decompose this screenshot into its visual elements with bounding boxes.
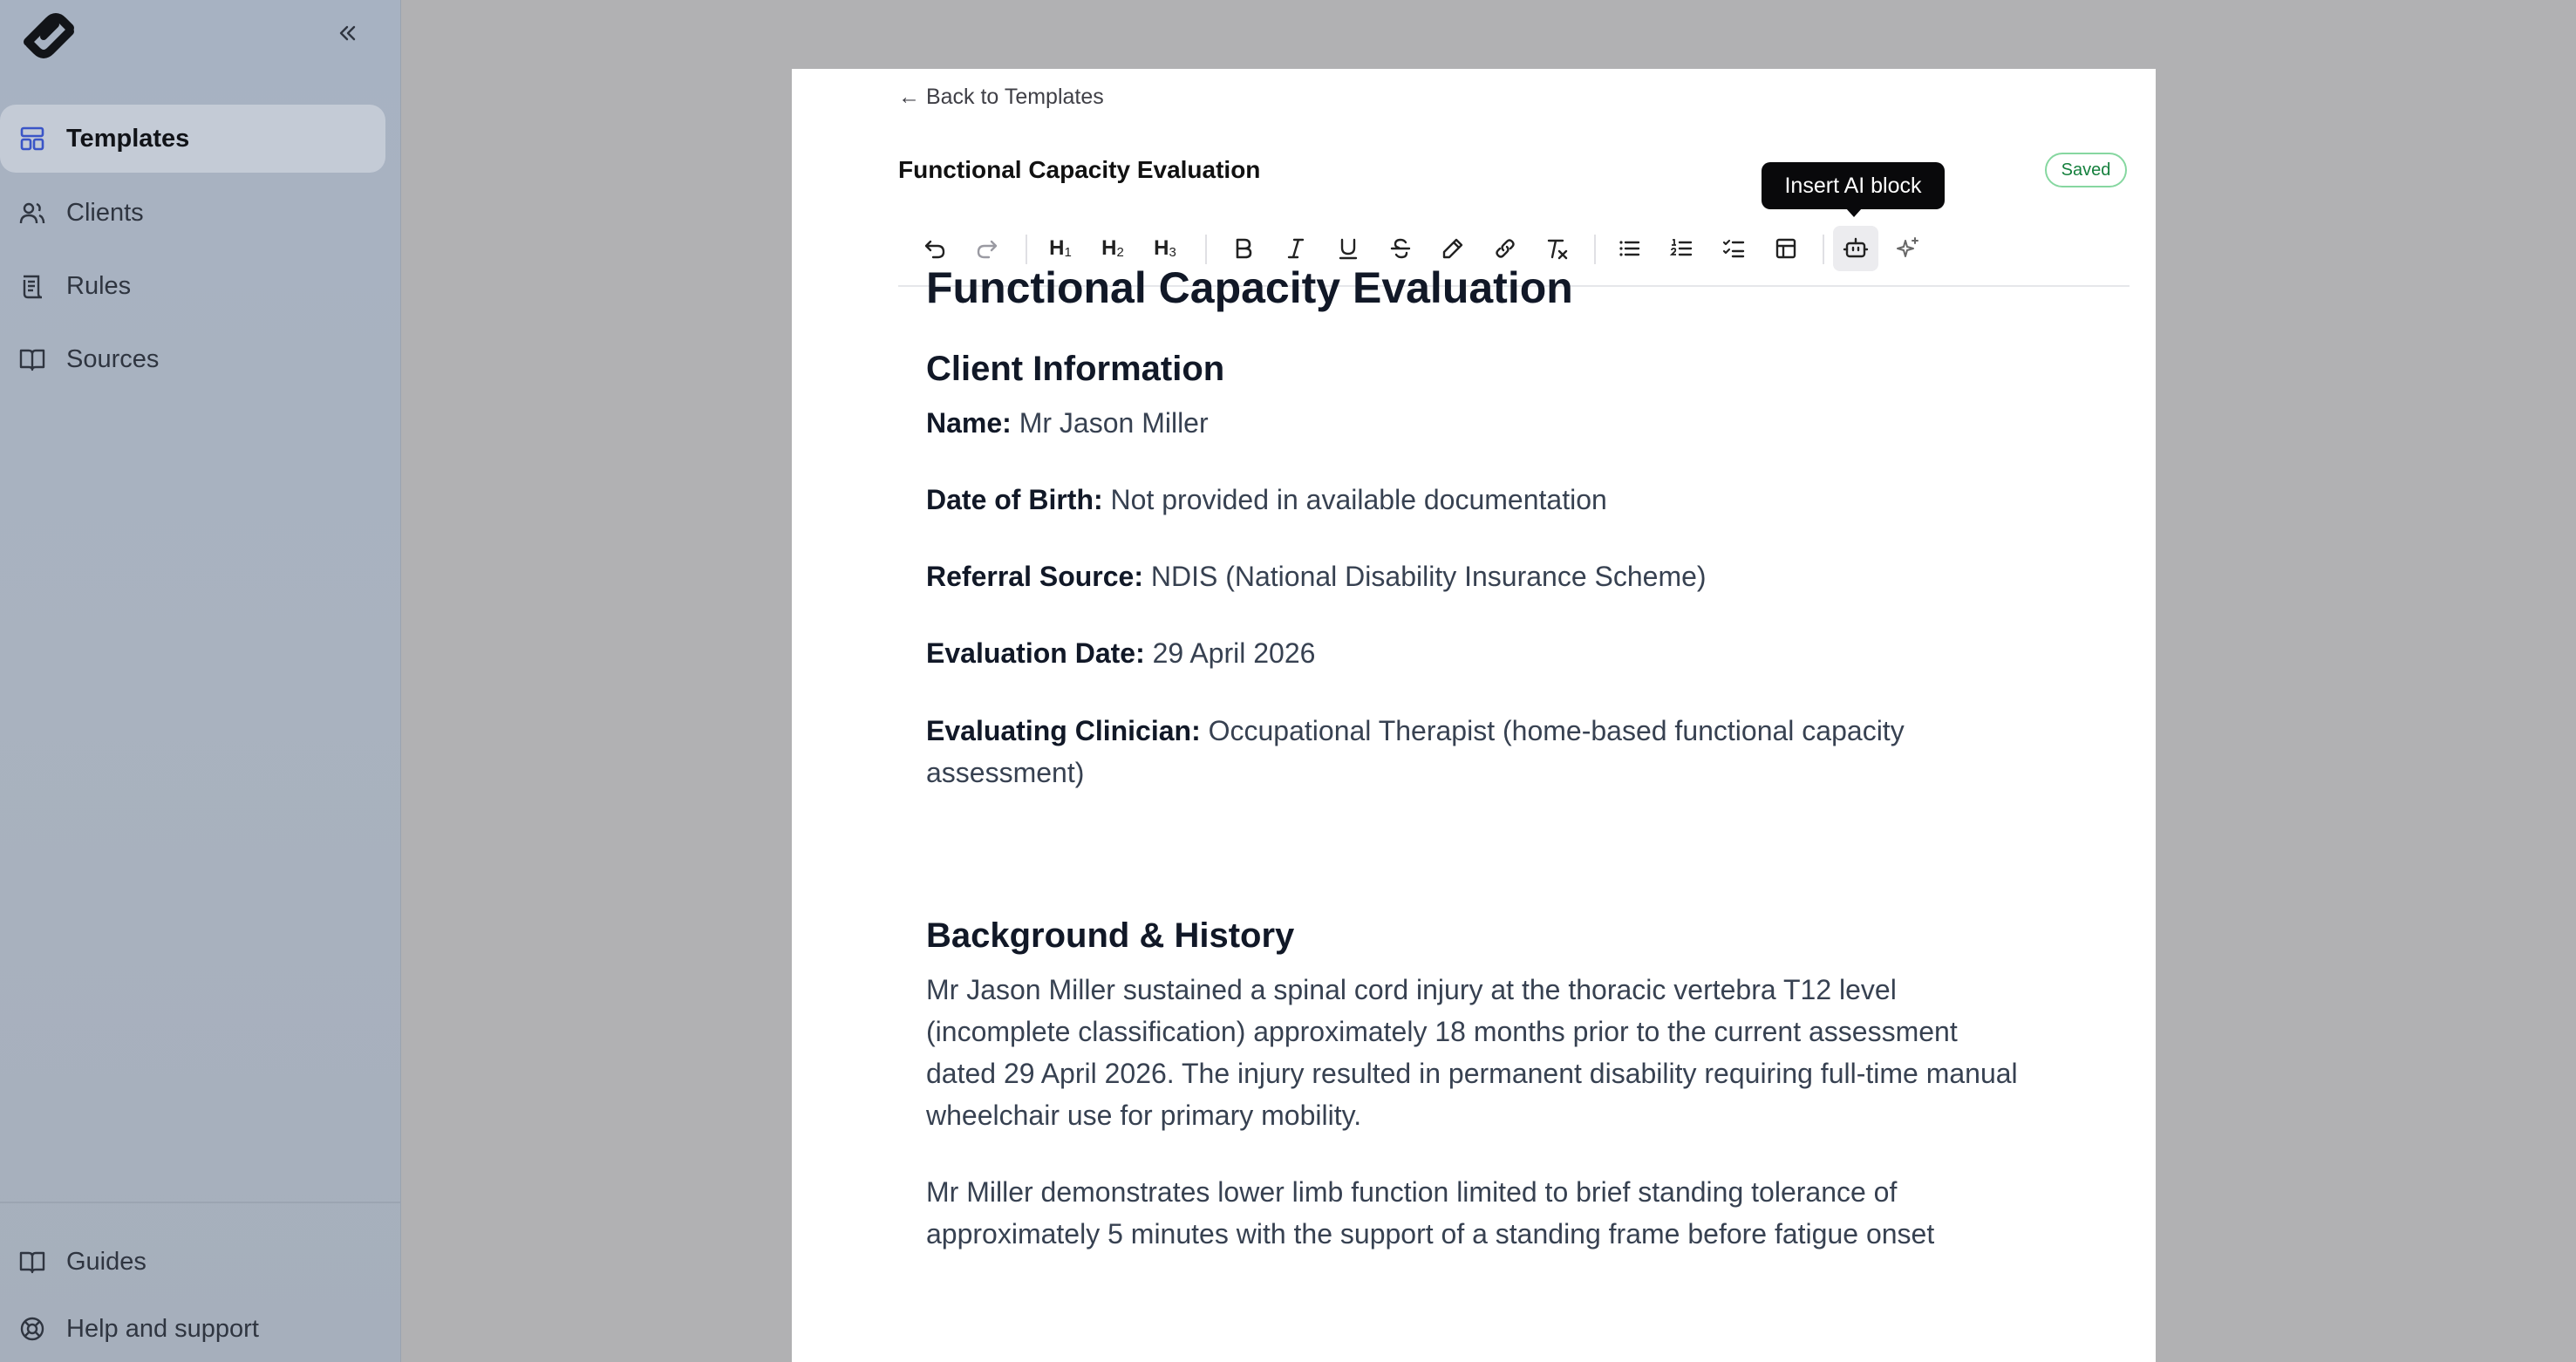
list-checks-icon xyxy=(1721,236,1746,261)
status-badge: Saved xyxy=(2045,153,2127,187)
strikethrough-icon xyxy=(1388,236,1413,261)
editor-card xyxy=(792,69,2156,1362)
sidebar-item-help[interactable] xyxy=(0,1295,385,1362)
back-to-templates-link[interactable]: ← Back to Templates xyxy=(898,85,1104,109)
sidebar-item-label: Guides xyxy=(66,1247,147,1276)
bold-icon xyxy=(1231,236,1256,261)
tooltip: Insert AI block xyxy=(1762,162,1945,209)
book-open-icon xyxy=(17,1247,47,1277)
redo-icon xyxy=(975,236,999,261)
field-date-of-birth: Date of Birth: Not provided in available documentation xyxy=(926,484,1607,515)
users-icon xyxy=(17,198,47,228)
heading-2-button[interactable]: $H_2$ xyxy=(1101,236,1124,260)
sidebar xyxy=(0,0,401,1362)
sidebar-item-sources[interactable] xyxy=(0,325,385,393)
document-heading: Functional Capacity Evaluation xyxy=(926,263,1573,312)
sidebar-item-guides[interactable] xyxy=(0,1228,385,1296)
sidebar-item-label: Templates xyxy=(66,124,190,153)
sidebar-item-label: Sources xyxy=(66,344,160,373)
paragraph: Mr Miller demonstrates lower limb function limited to brief standing tolerance of approximately 5 minutes with the support of a standing frame before fatigue onset xyxy=(926,1176,1935,1250)
remove-formatting-icon xyxy=(1545,236,1570,261)
field-evaluation-date: Evaluation Date: 29 April 2026 xyxy=(926,637,1316,669)
app-logo[interactable] xyxy=(10,5,89,68)
sidebar-item-label: Help and support xyxy=(66,1314,259,1343)
field-evaluating-clinician: Evaluating Clinician: Occupational Therapist (home-based functional capacity assessment) xyxy=(926,715,1905,788)
section-heading-background: Background & History xyxy=(926,916,1295,955)
heading-3-button[interactable]: $H_3$ xyxy=(1154,236,1176,260)
life-buoy-icon xyxy=(17,1314,47,1344)
sidebar-item-templates[interactable] xyxy=(0,105,385,173)
scroll-icon xyxy=(17,271,47,301)
sidebar-item-label: Clients xyxy=(66,198,144,227)
collapse-sidebar-button[interactable] xyxy=(331,17,363,49)
list-ordered-icon xyxy=(1669,236,1693,261)
ai-sparkles-button[interactable] xyxy=(1887,228,1929,269)
heading-1-button[interactable]: $H_1$ xyxy=(1049,236,1072,260)
toolbar-separator xyxy=(1026,235,1027,264)
task-list-button[interactable] xyxy=(1713,228,1755,269)
sparkles-icon xyxy=(1895,235,1921,262)
pen-icon xyxy=(1441,236,1465,261)
toolbar-separator xyxy=(1205,235,1207,264)
book-open-icon xyxy=(17,344,47,374)
sidebar-item-clients[interactable] xyxy=(0,179,385,247)
toolbar-separator xyxy=(1823,235,1824,264)
link-icon xyxy=(1493,236,1517,261)
italic-icon xyxy=(1284,236,1308,261)
undo-icon xyxy=(923,236,947,261)
bot-icon xyxy=(1843,235,1869,262)
section-heading-client-information: Client Information xyxy=(926,350,1225,388)
ordered-list-button[interactable] xyxy=(1660,228,1702,269)
sidebar-item-rules[interactable] xyxy=(0,252,385,320)
chevrons-left-icon xyxy=(336,22,358,44)
field-name: Name: Mr Jason Miller xyxy=(926,407,1209,439)
underline-icon xyxy=(1336,236,1360,261)
table-button[interactable] xyxy=(1765,228,1807,269)
layout-template-icon xyxy=(17,124,47,153)
toolbar-separator xyxy=(1594,235,1596,264)
insert-ai-block-button[interactable] xyxy=(1833,226,1878,271)
table-icon xyxy=(1774,236,1798,261)
template-name[interactable]: Functional Capacity Evaluation xyxy=(898,156,1261,183)
sidebar-divider xyxy=(0,1202,401,1203)
sidebar-item-label: Rules xyxy=(66,271,132,300)
paragraph: Mr Jason Miller sustained a spinal cord injury at the thoracic vertebra T12 level (incomplete classification) approximately 18 months prior to the current assessment dated 29 April 2026. The injury resulted in permanent disability requiring full-time manual wheelchair use for primary mobility. xyxy=(926,974,2018,1131)
list-icon xyxy=(1617,236,1641,261)
bullet-list-button[interactable] xyxy=(1608,228,1650,269)
field-referral-source: Referral Source: NDIS (National Disability Insurance Scheme) xyxy=(926,561,1707,592)
